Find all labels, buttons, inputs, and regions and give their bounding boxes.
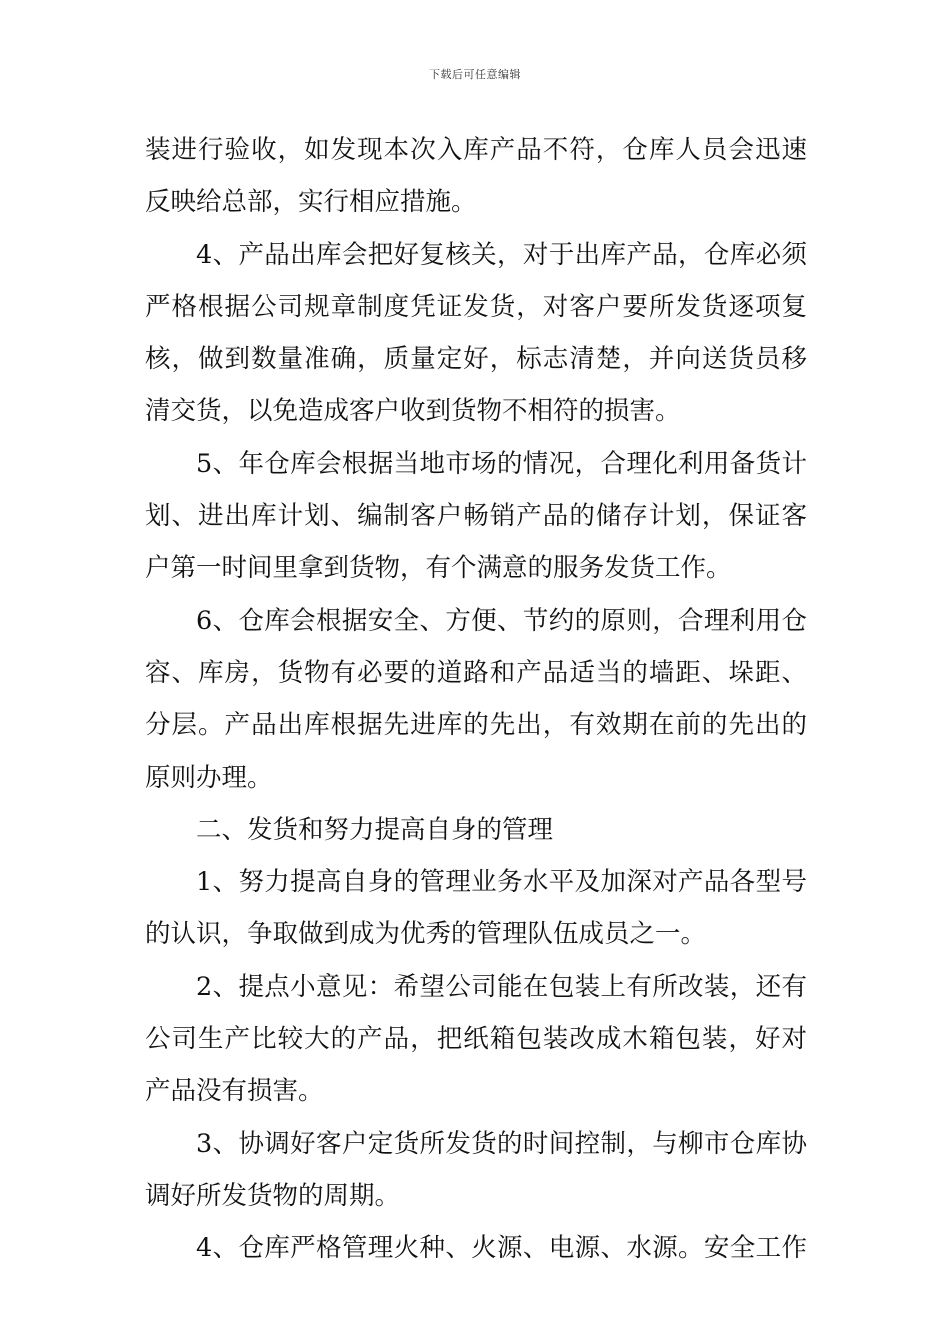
- text-line: 产品没有损害。: [145, 1076, 324, 1107]
- page-header: 下载后可任意编辑: [429, 68, 521, 81]
- text-line: 清交货，以免造成客户收到货物不相符的损害。: [145, 396, 681, 427]
- section-heading: 二、发货和努力提高自身的管理: [196, 814, 554, 845]
- text-line: 分层。产品出库根据先进库的先出，有效期在前的先出的: [145, 710, 807, 741]
- text-line: 5、年仓库会根据当地市场的情况，合理化利用备货计: [196, 448, 807, 479]
- text-line: 4、仓库严格管理火种、火源、电源、水源。安全工作: [196, 1233, 807, 1264]
- text-line: 划、进出库计划、编制客户畅销产品的储存计划，保证客: [145, 501, 807, 532]
- text-line: 容、库房，货物有必要的道路和产品适当的墙距、垛距、: [145, 657, 807, 688]
- text-line: 装进行验收，如发现本次入库产品不符，仓库人员会迅速: [145, 135, 807, 165]
- text-line: 户第一时间里拿到货物，有个满意的服务发货工作。: [145, 553, 732, 584]
- text-line: 6、仓库会根据安全、方便、节约的原则，合理利用仓: [196, 605, 807, 636]
- text-line: 核，做到数量准确，质量定好，标志清楚，并向送货员移: [145, 344, 807, 375]
- text-line: 1、努力提高自身的管理业务水平及加深对产品各型号: [196, 867, 807, 898]
- text-line: 调好所发货物的周期。: [145, 1180, 401, 1211]
- document-body: [145, 124, 807, 1275]
- text-line: 原则办理。: [145, 762, 273, 793]
- text-line: 公司生产比较大的产品，把纸箱包装改成木箱包装，好对: [145, 1024, 807, 1055]
- text-line: 反映给总部，实行相应措施。: [145, 187, 477, 218]
- text-line: 严格根据公司规章制度凭证发货，对客户要所发货逐项复: [145, 291, 807, 322]
- text-line: 3、协调好客户定货所发货的时间控制，与柳市仓库协: [196, 1128, 807, 1159]
- text-line: 的认识，争取做到成为优秀的管理队伍成员之一。: [145, 919, 707, 950]
- text-line: 4、产品出库会把好复核关，对于出库产品，仓库必须: [196, 239, 807, 270]
- text-line: 2、提点小意见：希望公司能在包装上有所改装，还有: [196, 971, 807, 1002]
